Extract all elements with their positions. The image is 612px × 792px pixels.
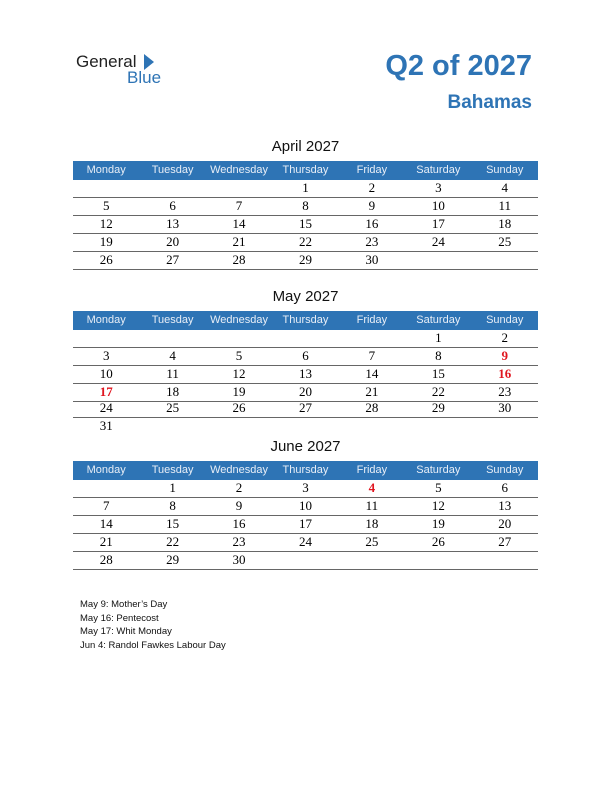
day-cell: 8 xyxy=(302,198,309,213)
day-cell: 20 xyxy=(498,516,512,531)
weekday-label: Tuesday xyxy=(151,164,194,176)
day-cell xyxy=(405,251,471,269)
day-cell xyxy=(73,179,139,197)
day-cell: 8 xyxy=(169,498,176,513)
day-cell: 12 xyxy=(99,216,113,231)
week-row xyxy=(73,197,538,216)
day-cell xyxy=(339,417,405,435)
day-cell xyxy=(73,479,139,497)
day-cell: 9 xyxy=(235,498,243,513)
weekday-label: Thursday xyxy=(282,164,329,176)
day-cell: 28 xyxy=(232,252,246,267)
week-row xyxy=(73,233,538,252)
weekday-label: Tuesday xyxy=(151,314,194,326)
holiday-day-cell: 4 xyxy=(368,480,376,495)
day-cell: 23 xyxy=(498,384,512,399)
quarter-title: Q2 of 2027 xyxy=(385,50,532,82)
day-cell: 1 xyxy=(169,480,176,495)
day-cell: 14 xyxy=(365,366,379,381)
day-cell: 25 xyxy=(498,234,512,249)
weekday-label: Monday xyxy=(86,164,126,176)
day-cell: 29 xyxy=(166,552,180,567)
weekday-label: Wednesday xyxy=(210,314,268,326)
day-cell xyxy=(139,179,205,197)
day-cell: 10 xyxy=(431,198,445,213)
day-cell: 25 xyxy=(365,534,379,549)
day-cell xyxy=(339,551,405,569)
day-cell: 24 xyxy=(99,400,113,415)
day-cell: 5 xyxy=(435,480,442,495)
country-title: Bahamas xyxy=(447,92,532,113)
weekday-label: Wednesday xyxy=(210,464,268,476)
day-cell: 11 xyxy=(498,198,511,213)
day-cell: 23 xyxy=(365,234,379,249)
day-cell xyxy=(139,329,205,347)
week-row xyxy=(73,533,538,552)
day-cell: 6 xyxy=(302,348,309,363)
day-cell: 16 xyxy=(365,216,379,231)
day-cell: 18 xyxy=(498,216,512,231)
weekday-header xyxy=(73,311,538,330)
day-cell: 13 xyxy=(298,366,312,381)
holiday-note: Jun 4: Randol Fawkes Labour Day xyxy=(80,639,226,651)
day-cell: 19 xyxy=(99,234,113,249)
week-row xyxy=(73,479,538,498)
day-cell: 14 xyxy=(232,216,246,231)
day-cell: 13 xyxy=(166,216,180,231)
weekday-label: Sunday xyxy=(486,164,524,176)
day-cell xyxy=(405,551,471,569)
day-cell: 27 xyxy=(166,252,180,267)
holiday-note: May 9: Mother’s Day xyxy=(80,599,168,610)
day-cell: 22 xyxy=(166,534,180,549)
week-row xyxy=(73,251,538,270)
weekday-label: Friday xyxy=(356,164,388,176)
logo-blue-text: Blue xyxy=(127,68,162,87)
weekday-header xyxy=(73,161,538,180)
month-title-may: May 2027 xyxy=(272,288,339,305)
day-cell: 10 xyxy=(298,498,312,513)
day-cell: 22 xyxy=(298,234,312,249)
day-cell: 3 xyxy=(102,348,110,363)
day-cell: 6 xyxy=(501,480,508,495)
week-row xyxy=(73,551,538,570)
weekday-label: Thursday xyxy=(282,314,329,326)
weekday-label: Sunday xyxy=(486,464,524,476)
day-cell xyxy=(139,417,205,435)
weekday-label: Friday xyxy=(356,464,388,476)
day-cell: 21 xyxy=(232,234,246,249)
day-cell: 24 xyxy=(298,534,312,549)
day-cell: 7 xyxy=(235,198,243,213)
week-row xyxy=(73,497,538,516)
day-cell: 11 xyxy=(166,366,179,381)
logo xyxy=(76,52,186,88)
weekday-label: Thursday xyxy=(282,464,329,476)
day-cell: 6 xyxy=(169,198,176,213)
day-cell: 28 xyxy=(99,552,113,567)
day-cell xyxy=(73,329,139,347)
day-cell: 8 xyxy=(435,348,442,363)
day-cell: 9 xyxy=(368,198,376,213)
day-cell: 25 xyxy=(166,400,180,415)
day-cell: 5 xyxy=(235,348,243,363)
day-cell: 3 xyxy=(302,480,309,495)
day-cell: 29 xyxy=(298,252,312,267)
day-cell: 23 xyxy=(232,534,246,549)
day-cell: 28 xyxy=(365,400,379,415)
day-cell: 29 xyxy=(431,400,445,415)
day-cell: 26 xyxy=(99,252,113,267)
day-cell: 17 xyxy=(431,216,445,231)
weekday-header xyxy=(73,461,538,480)
day-cell: 5 xyxy=(102,198,110,213)
day-cell: 15 xyxy=(166,516,180,531)
day-cell: 1 xyxy=(435,330,442,345)
day-cell: 3 xyxy=(435,180,442,195)
weekday-label: Wednesday xyxy=(210,164,268,176)
week-row xyxy=(73,329,538,348)
day-cell: 7 xyxy=(102,498,110,513)
day-cell: 22 xyxy=(431,384,445,399)
day-cell: 12 xyxy=(232,366,246,381)
day-cell: 10 xyxy=(99,366,113,381)
week-row xyxy=(73,417,538,435)
day-cell: 7 xyxy=(368,348,376,363)
month-title-april: April 2027 xyxy=(271,138,340,155)
holiday-day-cell: 9 xyxy=(501,348,508,363)
day-cell: 15 xyxy=(431,366,445,381)
day-cell: 18 xyxy=(166,384,180,399)
week-row xyxy=(73,215,538,234)
day-cell: 4 xyxy=(169,348,176,363)
day-cell xyxy=(206,329,272,347)
day-cell: 12 xyxy=(431,498,445,513)
day-cell: 27 xyxy=(498,534,512,549)
day-cell xyxy=(272,417,338,435)
day-cell: 17 xyxy=(298,516,312,531)
month-title-june: June 2027 xyxy=(270,438,341,455)
day-cell: 13 xyxy=(498,498,512,513)
day-cell xyxy=(405,417,471,435)
day-cell: 24 xyxy=(431,234,445,249)
holiday-day-cell: 16 xyxy=(498,366,512,381)
day-cell: 20 xyxy=(298,384,312,399)
day-cell: 14 xyxy=(99,516,113,531)
weekday-label: Sunday xyxy=(486,314,524,326)
weekday-label: Saturday xyxy=(416,164,461,176)
day-cell: 16 xyxy=(232,516,246,531)
week-row xyxy=(73,515,538,534)
day-cell xyxy=(206,417,272,435)
day-cell xyxy=(472,417,538,435)
day-cell: 15 xyxy=(298,216,312,231)
day-cell xyxy=(339,329,405,347)
week-row xyxy=(73,347,538,366)
day-cell: 2 xyxy=(235,480,243,495)
weekday-label: Monday xyxy=(86,314,126,326)
logo-general-text: General xyxy=(76,52,137,71)
day-cell: 27 xyxy=(298,400,312,415)
day-cell: 31 xyxy=(99,418,113,433)
day-cell: 11 xyxy=(365,498,379,513)
weekday-label: Monday xyxy=(86,464,126,476)
day-cell: 19 xyxy=(431,516,445,531)
holiday-note: May 17: Whit Monday xyxy=(80,626,172,637)
weekday-label: Saturday xyxy=(416,314,461,326)
day-cell: 26 xyxy=(431,534,445,549)
week-row xyxy=(73,179,538,198)
holiday-note: May 16: Pentecost xyxy=(80,612,159,624)
day-cell: 20 xyxy=(166,234,180,249)
day-cell: 4 xyxy=(501,180,508,195)
day-cell: 18 xyxy=(365,516,379,531)
weekday-label: Friday xyxy=(356,314,388,326)
day-cell: 21 xyxy=(99,534,113,549)
day-cell: 2 xyxy=(501,330,508,345)
day-cell xyxy=(272,551,338,569)
weekday-label: Tuesday xyxy=(151,464,194,476)
day-cell: 30 xyxy=(365,252,379,267)
day-cell: 30 xyxy=(498,400,512,415)
day-cell xyxy=(472,551,538,569)
day-cell xyxy=(472,251,538,269)
day-cell: 30 xyxy=(232,552,246,567)
day-cell: 19 xyxy=(232,384,246,399)
day-cell: 1 xyxy=(302,180,309,195)
day-cell xyxy=(206,179,272,197)
week-row xyxy=(73,399,538,418)
holiday-notes xyxy=(80,598,226,652)
day-cell: 21 xyxy=(365,384,379,399)
day-cell: 2 xyxy=(368,180,376,195)
day-cell: 26 xyxy=(232,400,246,415)
day-cell xyxy=(272,329,338,347)
week-row xyxy=(73,365,538,384)
weekday-label: Saturday xyxy=(416,464,461,476)
holiday-day-cell: 17 xyxy=(99,384,113,399)
